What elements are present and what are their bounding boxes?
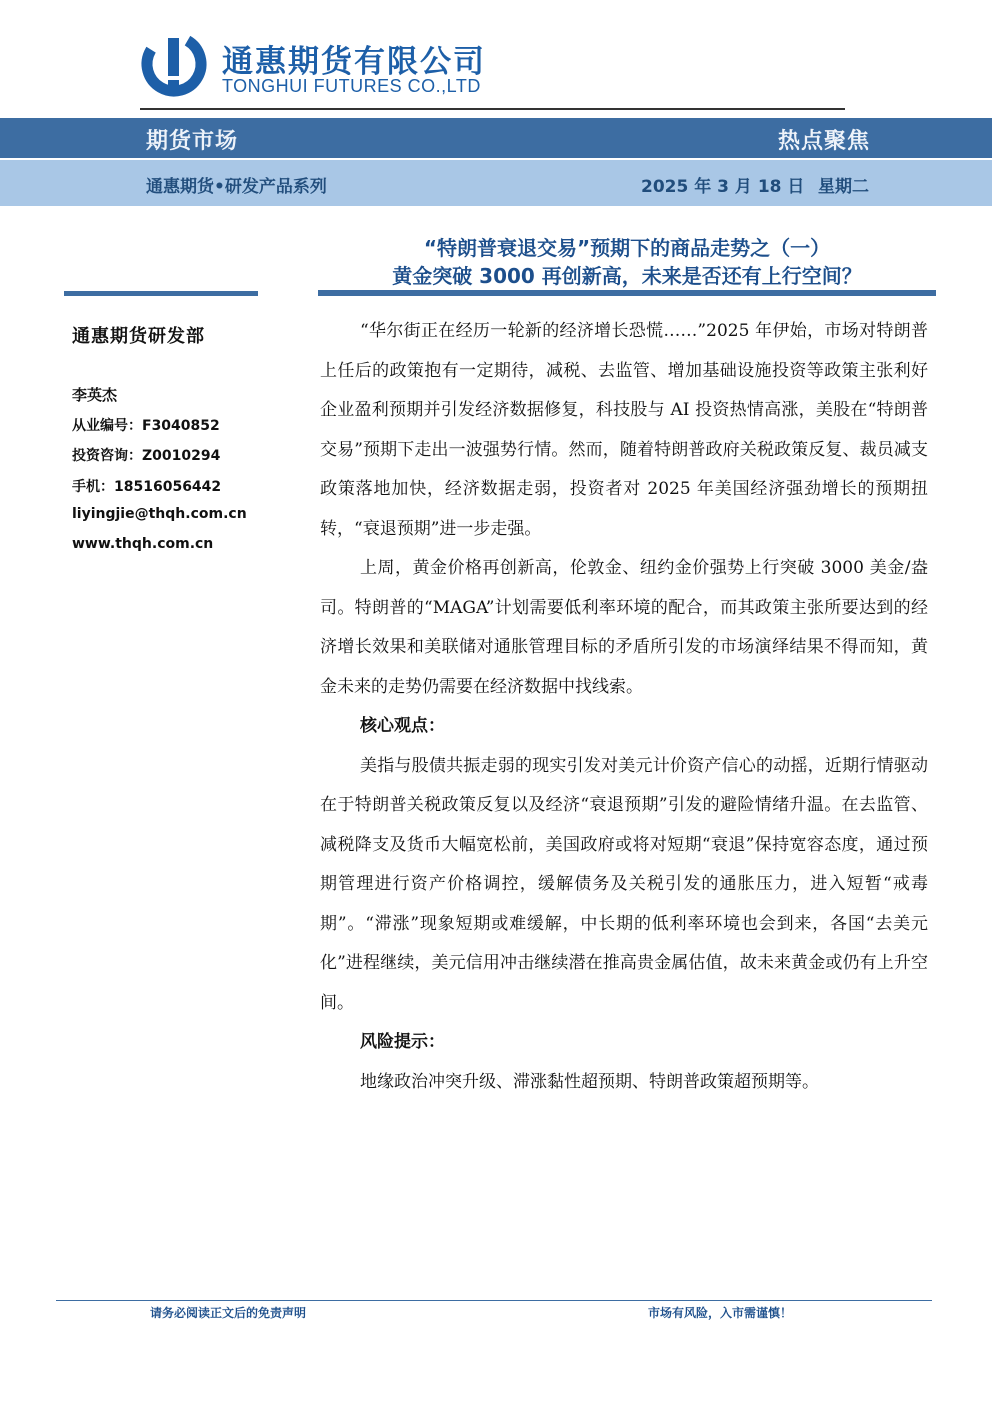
title-underline [318,290,936,296]
company-name-cn: 通惠期货有限公司 [222,44,486,80]
company-name-en: TONGHUI FUTURES CO.,LTD [222,76,481,96]
section-title: 期货市场 [146,129,239,154]
footer-disclaimer: 请务必阅读正文后的免责声明 [150,1306,307,1320]
body-paragraph-risk: 地缘政治冲突升级、滞涨黏性超预期、特朗普政策超预期等。 [360,1071,819,1092]
author-email[interactable]: liyingjie@thqh.com.cn [72,506,247,522]
section-category: 热点聚焦 [778,129,871,154]
department-name: 通惠期货研发部 [72,326,205,347]
phone-number: 手机：18516056442 [72,479,222,495]
report-title-line2: 黄金突破 3000 再创新高，未来是否还有上行空间？ [392,264,862,288]
company-logo-icon [138,28,210,100]
license-number: 从业编号：F3040852 [72,418,220,434]
header-divider [140,108,845,110]
series-name: 通惠期货•研发产品系列 [146,177,327,197]
core-view-heading: 核心观点： [360,716,445,736]
risk-heading: 风险提示： [360,1032,445,1052]
consult-number: 投资咨询：Z0010294 [72,448,221,464]
footer-divider [56,1300,932,1301]
body-paragraph-core: 美指与股债共振走弱的现实引发对美元计价资产信心的动摇，近期行情驱动在于特朗普关税政策反复以及经济“衰退预期”引发的避险情绪升温。在去监管、减税降支及货币大幅宽松前，美国政府或将对短期“衰退”保持宽容态度，通过预期管理进行资产价格调控，缓解债务及关税引发的通胀压力，进入短暂“戒毒期”。“滞涨”现象短期或难缓解，中长期的低利率环境也会到来，各国“去美元化”进程继续，美元信用冲击继续潜在推高贵金属估值，故未来黄金或仍有上升空间。 [320,755,928,1013]
footer-risk-warning: 市场有风险，入市需谨慎！ [648,1306,793,1320]
company-website[interactable]: www.thqh.com.cn [72,536,214,552]
body-paragraph-intro: “华尔街正在经历一轮新的经济增长恐慌……”2025 年伊始，市场对特朗普上任后的政策抱有一定期待，减税、去监管、增加基础设施投资等政策主张利好企业盈利预期并引发经济数据修复，科技股与 AI 投资热情高涨，美股在“特朗普交易”预期下走出一波强势行情。然而，随着特朗普政府关税政策反复、裁员减支政策落地加快，经济数据走弱，投资者对 2025 年美国经济强劲增长的预期扭转，“衰退预期”进一步走强。 [320,321,928,539]
body-paragraph-gold: 上周，黄金价格再创新高，伦敦金、纽约金价强势上行突破 3000 美金/盎司。特朗普的“MAGA”计划需要低利率环境的配合，而其政策主张所要达到的经济增长效果和美联储对通胀管理目标的矛盾所引发的市场演绎结果不得而知，黄金未来的走势仍需要在经济数据中找线索。 [320,558,928,697]
report-body [320,312,928,1102]
sidebar-divider [64,291,258,296]
report-title-line1: “特朗普衰退交易”预期下的商品走势之（一） [423,236,831,260]
report-weekday: 星期二 [818,177,869,197]
author-name: 李英杰 [72,386,118,404]
report-date: 2025 年 3 月 18 日 [641,177,805,197]
